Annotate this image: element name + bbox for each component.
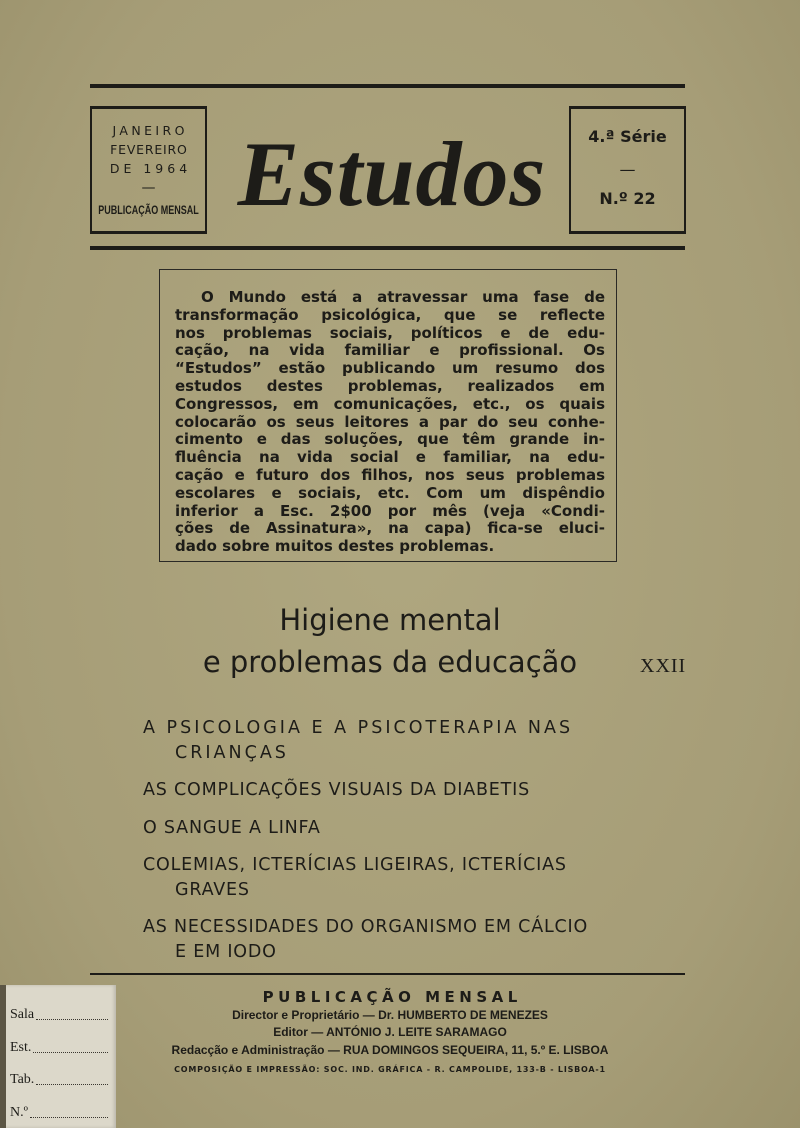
article-list (143, 716, 703, 977)
article-item (143, 915, 703, 964)
intro-line: cimento e das soluções, que têm grande in- (175, 430, 605, 449)
article-item (143, 816, 703, 841)
footer-rule (90, 973, 685, 975)
article-line: AS NECESSIDADES DO ORGANISMO EM CÁLCIO (143, 917, 589, 937)
volume-number: XXII (640, 655, 687, 677)
article-line: A PSICOLOGIA E A PSICOTERAPIA NAS (143, 718, 574, 738)
article-item (143, 778, 703, 803)
label-field-name: Est. (10, 1040, 32, 1055)
issue-date-box (90, 106, 207, 234)
intro-line: colocarão os seus leitores a par do seu conhe- (175, 412, 605, 431)
label-field-name: N.º (10, 1105, 28, 1120)
issue-month-1: JANEIRO (112, 123, 188, 138)
label-field-number (10, 1104, 108, 1122)
article-line: GRAVES (175, 879, 250, 900)
issue-year: DE 1964 (109, 161, 192, 176)
footer-address: Redacção e Administração — RUA DOMINGOS SEQUEIRA, 11, 5.º E. LISBOA (171, 1043, 609, 1057)
intro-line: escolares e sociais, etc. Com um dispêndio (175, 483, 605, 502)
number-box-dash: — (619, 160, 636, 179)
intro-line: Congressos, em comunicações, etc., os quais (175, 394, 605, 413)
intro-paragraph (175, 289, 605, 556)
intro-box (159, 269, 617, 562)
label-edge (0, 985, 6, 1128)
label-dotted-line (36, 1083, 108, 1085)
label-field-est (10, 1039, 108, 1057)
intro-line: nos problemas sociais, políticos e de edu- (175, 323, 605, 342)
section-title-line-1: Higiene mental (279, 603, 501, 637)
publication-frequency (92, 202, 205, 218)
series-label: 4.ª Série (588, 127, 667, 146)
footer-publication: PUBLICAÇÃO MENSAL (262, 988, 522, 1006)
label-field-name: Sala (10, 1007, 35, 1022)
issue-number: N.º 22 (599, 189, 656, 208)
intro-line: fluência na vida social e familiar, na edu- (175, 448, 605, 467)
label-field-sala (10, 1006, 108, 1024)
article-line: AS COMPLICAÇÕES VISUAIS DA DIABETIS (143, 780, 530, 800)
label-field-name: Tab. (10, 1072, 35, 1087)
intro-line: ções de Assinatura», na capa) fica-se eluci- (175, 519, 605, 538)
article-line: O SANGUE A LINFA (143, 817, 321, 838)
publication-frequency-text: PUBLICAÇÃO MENSAL (98, 203, 199, 217)
library-shelf-label (0, 985, 116, 1128)
magazine-title: Estudos (237, 123, 547, 225)
intro-line: dado sobre muitos destes problemas. (175, 537, 495, 556)
header-bottom-rule (90, 246, 685, 250)
label-dotted-line (33, 1051, 108, 1053)
label-dotted-line (36, 1018, 108, 1020)
footer-printer: COMPOSIÇÃO E IMPRESSÃO: SOC. IND. GRÁFICA - R. CAMPOLIDE, 133-B - LISBOA-1 (174, 1065, 606, 1074)
intro-line: transformação psicológica, que se reflecte (175, 305, 605, 324)
intro-line: O Mundo está a atravessar uma fase de (201, 288, 605, 306)
article-item (143, 853, 703, 902)
article-line: E EM IODO (175, 941, 277, 962)
intro-line: cação, na vida familiar e profissional. Os (175, 341, 605, 360)
article-line: COLEMIAS, ICTERÍCIAS LIGEIRAS, ICTERÍCIAS (143, 855, 567, 875)
article-line: CRIANÇAS (175, 742, 289, 763)
label-field-tab (10, 1071, 108, 1089)
section-title-line-2: e problemas da educação (202, 645, 578, 679)
intro-line: “Estudos” estão publicando um resumo dos (175, 359, 605, 378)
label-dotted-line (30, 1116, 108, 1118)
intro-line: estudos destes problemas, realizados em (175, 376, 605, 395)
intro-line: cação e futuro dos filhos, nos seus problemas (175, 465, 605, 484)
date-box-dash: — (141, 180, 156, 196)
issue-number-box (569, 106, 686, 234)
footer-editor: Editor — ANTÓNIO J. LEITE SARAMAGO (273, 1025, 507, 1039)
top-rule (90, 84, 685, 88)
footer-director: Director e Proprietário — Dr. HUMBERTO DE MENEZES (232, 1008, 548, 1022)
intro-line: inferior a Esc. 2$00 por mês (veja «Condi- (175, 501, 605, 520)
article-item (143, 716, 703, 765)
issue-month-2: FEVEREIRO (110, 142, 188, 157)
